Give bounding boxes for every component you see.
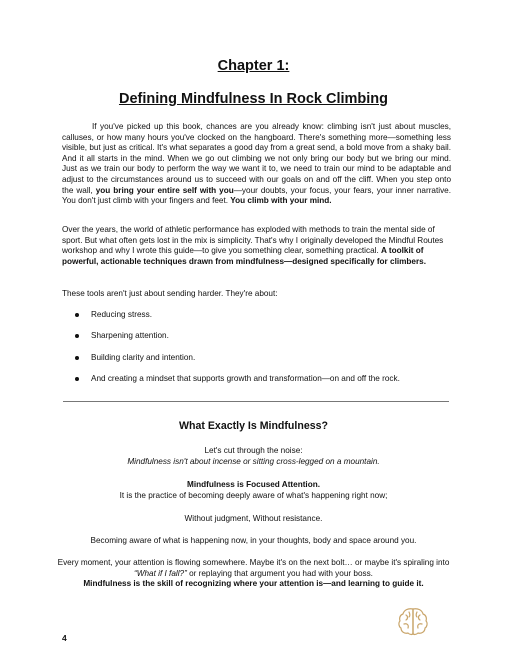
intro-p1-run: you bring your entire self with you: [95, 185, 234, 195]
list-item-text: Building clarity and intention.: [91, 352, 196, 362]
judgment-statement: Without judgment, Without resistance.: [184, 514, 323, 523]
awareness-statement: Becoming aware of what is happening now, in your thoughts, body and space around you.: [90, 536, 417, 545]
intro-p1-run: You climb with your mind.: [230, 196, 332, 206]
noise-statement: [55, 446, 452, 467]
attention-text: [55, 558, 452, 579]
intro-p1-run: If you've picked up this book, chances are you already know: climbing isn't just about muscles, calluses, or how many hours you've clocked on the hangboard. There's something more—something less visible, but just as critical. It's what separates a good day from a great send, a bold move from a shaky bail. And it all starts in the mind. When we go out climbing we not only bring our body but we bring our mind. Just as we train our body to perform the way we want it to, we need to train our mind to be adaptable and adjust to the circumstances around us to succeed with our goals on and off the cliff. When you step onto the wall,: [62, 122, 451, 195]
list-item: [62, 331, 400, 352]
definition-line-2: It is the practice of becoming deeply aware of what's happening right now;: [119, 490, 388, 500]
bullet-icon: [75, 356, 79, 360]
noise-line-1: Let's cut through the noise:: [204, 446, 303, 455]
definition-bold: Mindfulness is Focused Attention.: [187, 480, 320, 489]
intro-p2-run: Over the years, the world of athletic performance has exploded with methods to train the mental side of sport. But what often gets lost in the mix is simplicity. That's why I originally developed the Mindful Routes workshop and why I wrote this guide—to give you something clear, something practical.: [62, 225, 444, 256]
bullet-icon: [75, 334, 79, 338]
intro-p2-run: A toolkit of powerful, actionable techniques drawn from mindfulness—designed specifically for climbers.: [62, 246, 426, 266]
bullet-icon: [75, 377, 79, 381]
list-item-text: Reducing stress.: [91, 310, 152, 319]
list-item-text: And creating a mindset that supports growth and transformation—on and off the rock.: [91, 374, 400, 384]
attention-run: or replaying that argument you had with your boss.: [186, 568, 373, 578]
list-item: [62, 310, 400, 331]
list-item: [62, 374, 400, 395]
intro-paragraph-2: [62, 225, 451, 267]
attention-paragraph: [55, 558, 452, 590]
chapter-title: Defining Mindfulness In Rock Climbing: [118, 91, 389, 107]
attention-run: “What if I fall?”: [134, 568, 187, 578]
section-heading: What Exactly Is Mindfulness?: [179, 420, 328, 432]
bullet-icon: [75, 313, 79, 317]
section-divider: [63, 401, 449, 402]
page-number: 4: [62, 633, 67, 643]
noise-line-2: Mindfulness isn't about incense or sitting cross-legged on a mountain.: [127, 456, 380, 466]
benefit-list: [62, 310, 400, 396]
chapter-label: Chapter 1:: [217, 58, 290, 74]
list-item: [62, 353, 400, 374]
attention-bold: Mindfulness is the skill of recognizing where your attention is—and learning to guide it.: [83, 579, 424, 589]
brain-icon: [396, 606, 430, 638]
definition-statement: [55, 480, 452, 501]
intro-paragraph-1: [62, 122, 451, 207]
attention-run: Every moment, your attention is flowing somewhere. Maybe it's on the next bolt… or maybe it's spiraling into: [57, 558, 450, 567]
intro-paragraph-3: These tools aren't just about sending harder. They're about:: [62, 289, 278, 298]
intro-p1-run: —your doubts, your focus, your fears, your inner narrative. You don't just climb with your fingers and feet.: [62, 185, 452, 206]
list-item-text: Sharpening attention.: [91, 331, 169, 341]
